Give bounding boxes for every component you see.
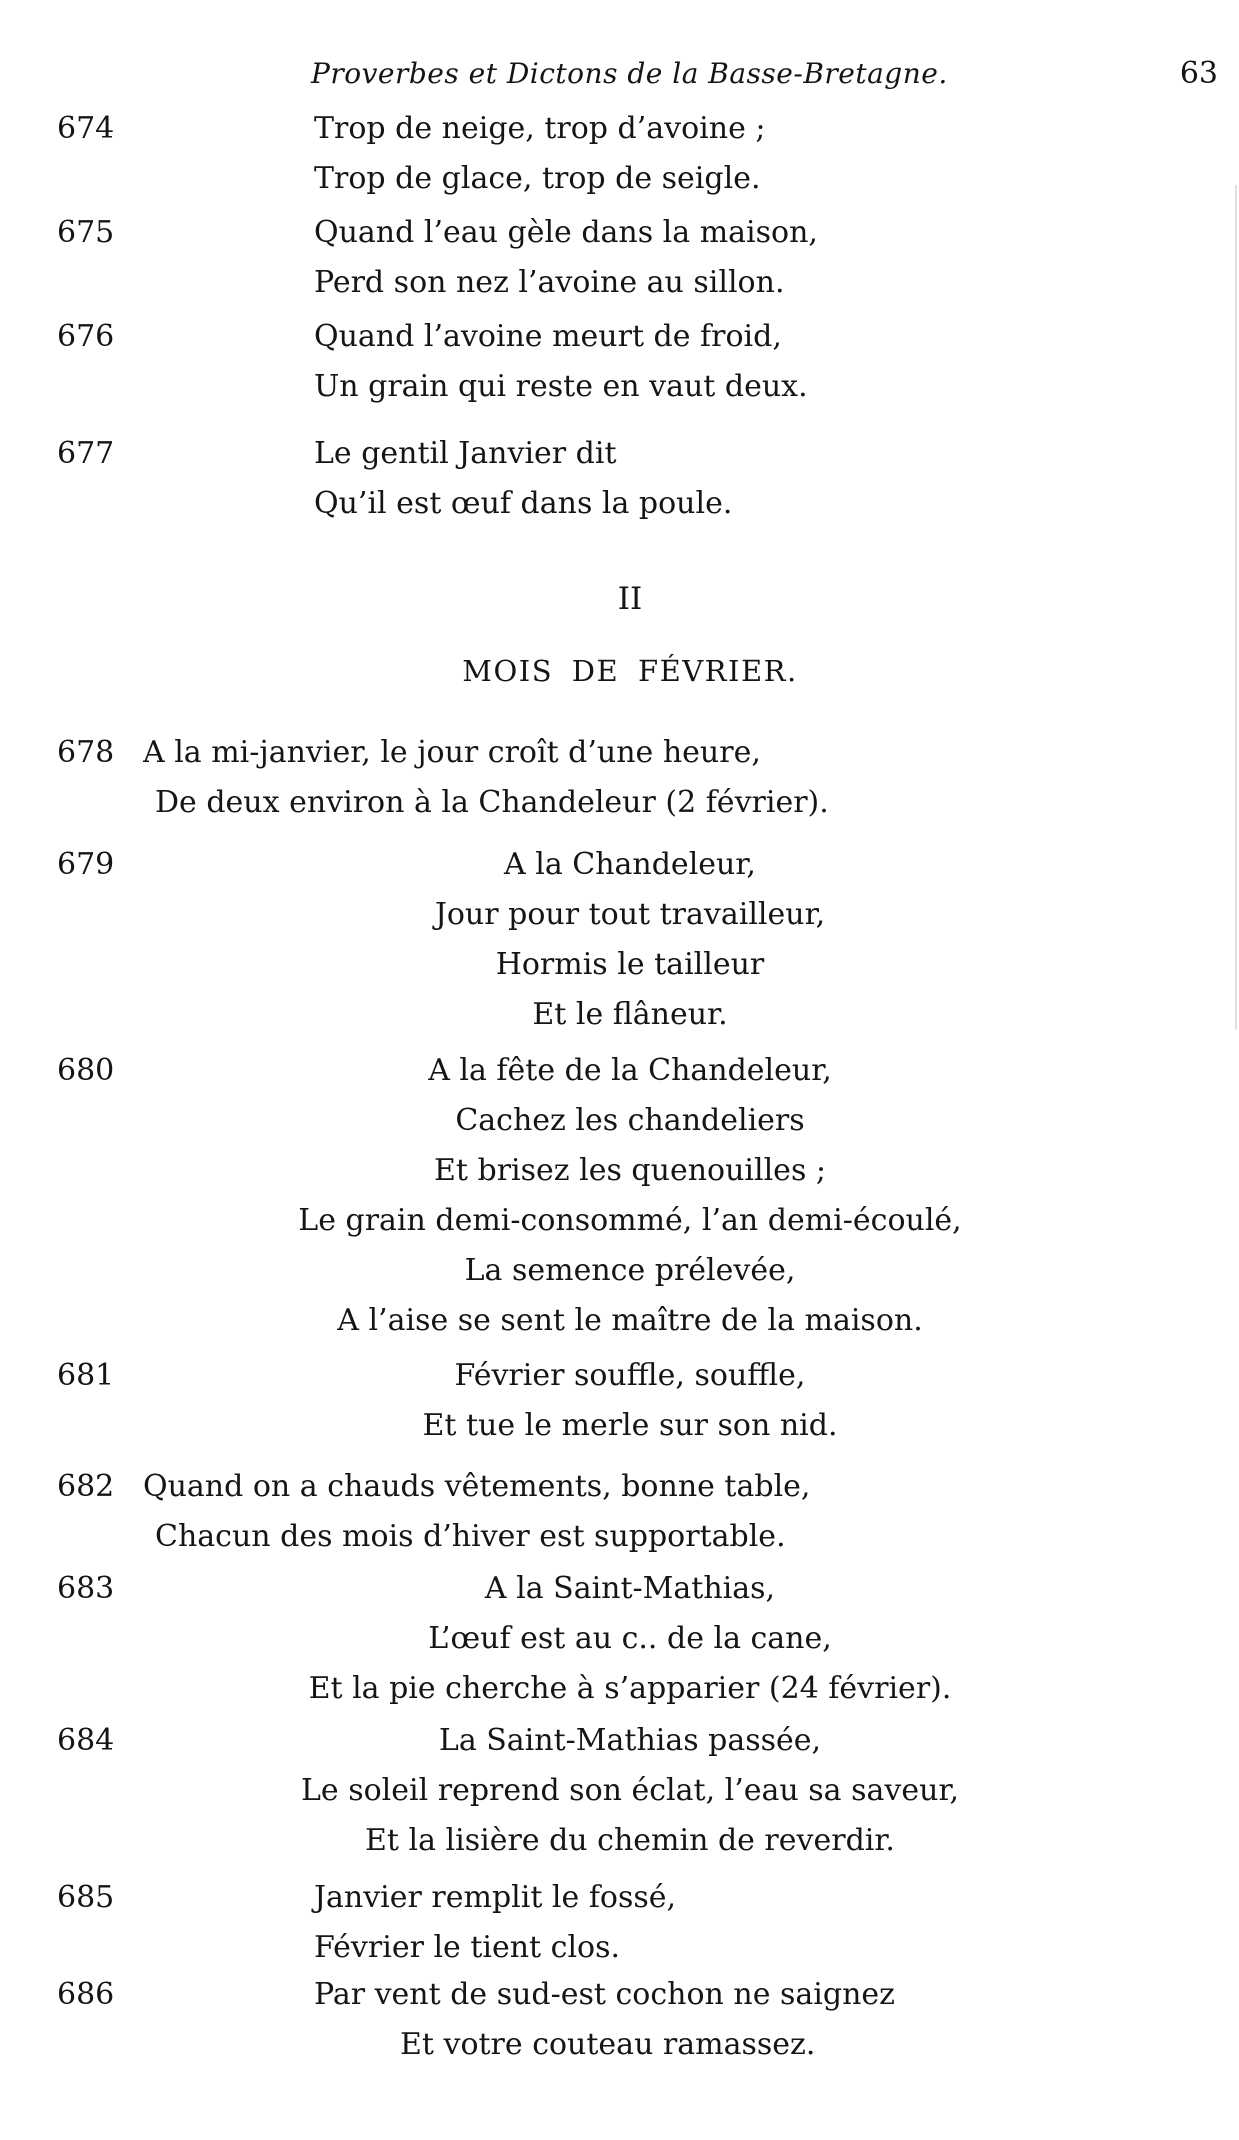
verse-line: Par vent de sud-est cochon ne saignez — [314, 1977, 895, 2012]
proverb-number: 674 — [57, 111, 115, 146]
verse-line: Et votre couteau ramassez. — [400, 2027, 816, 2062]
verse-line: Qu’il est œuf dans la poule. — [314, 486, 733, 521]
verse-line: La Saint-Mathias passée, — [438, 1723, 822, 1758]
verse-line: De deux environ à la Chandeleur (2 février). — [155, 785, 829, 820]
proverb-number: 676 — [57, 319, 115, 354]
running-header — [0, 49, 1239, 99]
verse-line: Le soleil reprend son éclat, l’eau sa saveur, — [300, 1773, 959, 1808]
verse-line: A la Saint-Mathias, — [484, 1571, 776, 1606]
proverb-entry-675 — [0, 208, 1239, 308]
verse-line: Février le tient clos. — [314, 1930, 621, 1965]
verse-line: Et la lisière du chemin de reverdir. — [365, 1823, 895, 1858]
verse-line: Quand on a chauds vêtements, bonne table, — [143, 1469, 811, 1504]
verse-line: A la mi-janvier, le jour croît d’une heure, — [143, 735, 761, 770]
proverb-entry-680 — [0, 1046, 1239, 1346]
proverb-number: 683 — [57, 1571, 115, 1606]
proverb-number: 675 — [57, 215, 115, 250]
proverb-entry-674 — [0, 104, 1239, 204]
section-title: MOIS DE FÉVRIER. — [462, 654, 798, 688]
proverb-number: 685 — [57, 1880, 115, 1915]
proverb-number: 681 — [57, 1358, 115, 1393]
verse-line: Quand l’avoine meurt de froid, — [314, 319, 782, 354]
verse-line: Hormis le tailleur — [495, 947, 765, 982]
verse-line: Et la pie cherche à s’apparier (24 février). — [308, 1671, 952, 1706]
proverb-entry-686 — [0, 1970, 1239, 2070]
verse-line: Trop de neige, trop d’avoine ; — [314, 111, 766, 146]
verse-line: A la Chandeleur, — [504, 847, 756, 882]
verse-line: A l’aise se sent le maître de la maison. — [337, 1303, 923, 1338]
proverb-entry-684 — [0, 1716, 1239, 1866]
scan-artifact-line — [1235, 185, 1237, 1030]
verse-line: Et le flâneur. — [532, 997, 728, 1032]
verse-line: Le grain demi-consommé, l’an demi-écoulé, — [298, 1203, 962, 1238]
proverb-number: 686 — [57, 1977, 115, 2012]
verse-line: Un grain qui reste en vaut deux. — [314, 369, 808, 404]
proverb-number: 678 — [57, 735, 115, 770]
proverb-number: 684 — [57, 1723, 115, 1758]
running-title: Proverbes et Dictons de la Basse-Bretagne. — [311, 57, 948, 90]
proverb-number: 677 — [57, 436, 115, 471]
proverb-number: 682 — [57, 1469, 115, 1504]
proverb-entry-683 — [0, 1564, 1239, 1714]
proverb-entry-679 — [0, 840, 1239, 1040]
proverb-entry-681 — [0, 1351, 1239, 1451]
verse-line: Jour pour tout travailleur, — [434, 897, 826, 932]
verse-line: Février souffle, souffle, — [454, 1358, 806, 1393]
verse-line: A la fête de la Chandeleur, — [428, 1053, 832, 1088]
verse-line: Le gentil Janvier dit — [314, 436, 617, 471]
proverb-entry-678 — [0, 728, 1239, 828]
proverb-number: 679 — [57, 847, 115, 882]
verse-line: Et tue le merle sur son nid. — [422, 1408, 838, 1443]
verse-line: Et brisez les quenouilles ; — [434, 1153, 826, 1188]
proverb-entry-677 — [0, 429, 1239, 529]
proverb-entry-676 — [0, 312, 1239, 412]
verse-line: La semence prélevée, — [464, 1253, 796, 1288]
verse-line: Janvier remplit le fossé, — [314, 1880, 677, 1915]
proverb-entry-685 — [0, 1873, 1239, 1973]
verse-line: Cachez les chandeliers — [455, 1103, 805, 1138]
proverb-entry-682 — [0, 1462, 1239, 1562]
page-number: 63 — [1179, 56, 1218, 91]
verse-line: Chacun des mois d’hiver est supportable. — [155, 1519, 786, 1554]
verse-line: Quand l’eau gèle dans la maison, — [314, 215, 818, 250]
verse-line: Perd son nez l’avoine au sillon. — [314, 265, 785, 300]
verse-line: L’œuf est au c.. de la cane, — [428, 1621, 832, 1656]
section-numeral: II — [617, 581, 643, 617]
proverb-number: 680 — [57, 1053, 115, 1088]
verse-line: Trop de glace, trop de seigle. — [314, 161, 761, 196]
